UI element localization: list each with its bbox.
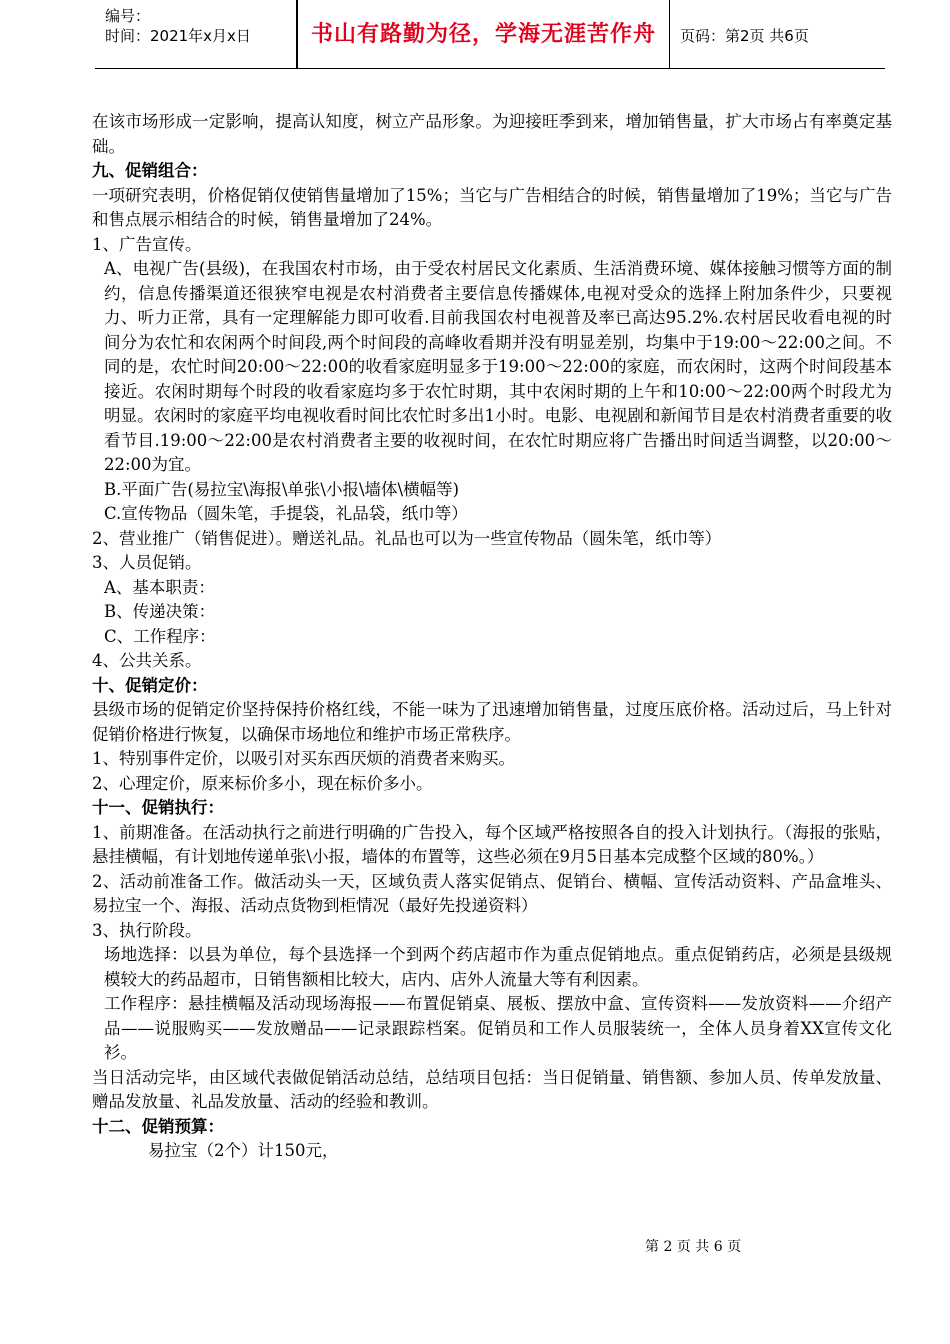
paragraph: 2、心理定价，原来标价多小，现在标价多小。 [92,773,433,793]
paragraph: 4、公共关系。 [92,651,202,670]
paragraph: 3、人员促销。 [92,553,202,572]
section-heading: 九、促销组合： [92,161,208,180]
paragraph: 场地选择：以县为单位，每个县选择一个到两个药店超市作为重点促销地点。重点促销药店，必须是县级规模较大的药品超市，日销售额相比较大，店内、店外人流量大等有利因素。 [104,945,892,989]
document-body [92,110,892,1164]
header-meta [95,0,297,68]
paragraph: C、工作程序： [104,626,216,646]
paragraph: B.平面广告(易拉宝\海报\单张\小报\墙体\横幅等) [104,479,460,499]
paragraph: 2、营业推广（销售促进）。赠送礼品。礼品也可以为一些宣传物品（圆朱笔，纸巾等） [92,528,722,548]
number-label: 编号： [105,7,151,25]
paragraph: 1、广告宣传。 [92,234,202,254]
paragraph: 工作程序：悬挂横幅及活动现场海报——布置促销桌、展板、摆放中盒、宣传资料——发放资料——介绍产品——说服购买——发放赠品——记录跟踪档案。促销员和工作人员服装统一，全体人员身着XX宣传文化衫。 [104,994,892,1062]
section-heading: 十一、促销执行： [92,798,224,817]
header-divider [95,68,885,69]
paragraph: A、电视广告(县级)，在我国农村市场，由于受农村居民文化素质、生活消费环境、媒体接触习惯等方面的制约，信息传播渠道还很狭窄电视是农村消费者主要信息传播媒体,电视对受众的选择上附加条件少，只要视力、听力正常，具有一定理解能力即可收看.目前我国农村电视普及率已高达95.2%.农村居民收看电视的时间分为农忙和农闲两个时间段,两个时间段的高峰收看期并没有明显差别，均集中于19:00～22:00之间。不同的是，农忙时间20:00～22:00的收看家庭明显多于19:00～22:00的家庭，而农闲时，这两个时间段基本接近。农闲时期每个时段的收看家庭均多于农忙时期，其中农闲时期的上午和10:00～22:00两个时段尤为明显。农闲时的家庭平均电视收看时间比农忙时多出1小时。电影、电视剧和新闻节目是农村消费者重要的收看节目.19:00～22:00是农村消费者主要的收视时间，在农忙时期应将广告播出时间适当调整，以20:00～22:00为宜。 [104,259,892,474]
page-footer: 第 2 页 共 6 页 [645,1239,742,1255]
paragraph: 一项研究表明，价格促销仅使销售量增加了15%；当它与广告相结合的时候，销售量增加了19%；当它与广告和售点展示相结合的时候，销售量增加了24%。 [92,185,892,229]
paragraph: 1、特别事件定价，以吸引对买东西厌烦的消费者来购买。 [92,749,515,768]
paragraph: A、基本职责： [104,577,215,597]
paragraph: 2、活动前准备工作。做活动头一天，区域负责人落实促销点、促销台、横幅、宣传活动资料、产品盒堆头、易拉宝一个、海报、活动点货物到柜情况（最好先投递资料） [92,871,892,915]
paragraph: 县级市场的促销定价坚持保持价格红线，不能一味为了迅速增加销售量，过度压底价格。活动过后，马上针对促销价格进行恢复，以确保市场地位和维护市场正常秩序。 [92,700,892,744]
paragraph: 1、前期准备。在活动执行之前进行明确的广告投入，每个区域严格按照各自的投入计划执行。（海报的张贴，悬挂横幅，有计划地传递单张\小报，墙体的布置等，这些必须在9月5日基本完成整个区域的80%。） [92,822,892,866]
paragraph: 在该市场形成一定影响，提高认知度，树立产品形象。为迎接旺季到来，增加销售量，扩大市场占有率奠定基础。 [92,112,892,156]
section-heading: 十、促销定价： [92,675,208,695]
paragraph: B、传递决策： [104,602,216,621]
time-label: 时间：2021年x月x日 [105,27,251,45]
paragraph: 3、执行阶段。 [92,920,202,940]
paragraph: C.宣传物品（圆朱笔，手提袋，礼品袋，纸巾等） [104,504,468,523]
page-header [95,0,885,68]
header-motto-cell [297,0,670,68]
paragraph: 易拉宝（2个）计150元， [148,1141,339,1160]
section-heading: 十二、促销预算： [92,1116,224,1136]
paragraph: 当日活动完毕，由区域代表做促销活动总结，总结项目包括：当日促销量、销售额、参加人员、传单发放量、赠品发放量、礼品发放量、活动的经验和教训。 [92,1067,892,1111]
header-page-info: 页码：第2页 共6页 [680,27,809,45]
motto: 书山有路勤为径，学海无涯苦作舟 [310,21,656,47]
